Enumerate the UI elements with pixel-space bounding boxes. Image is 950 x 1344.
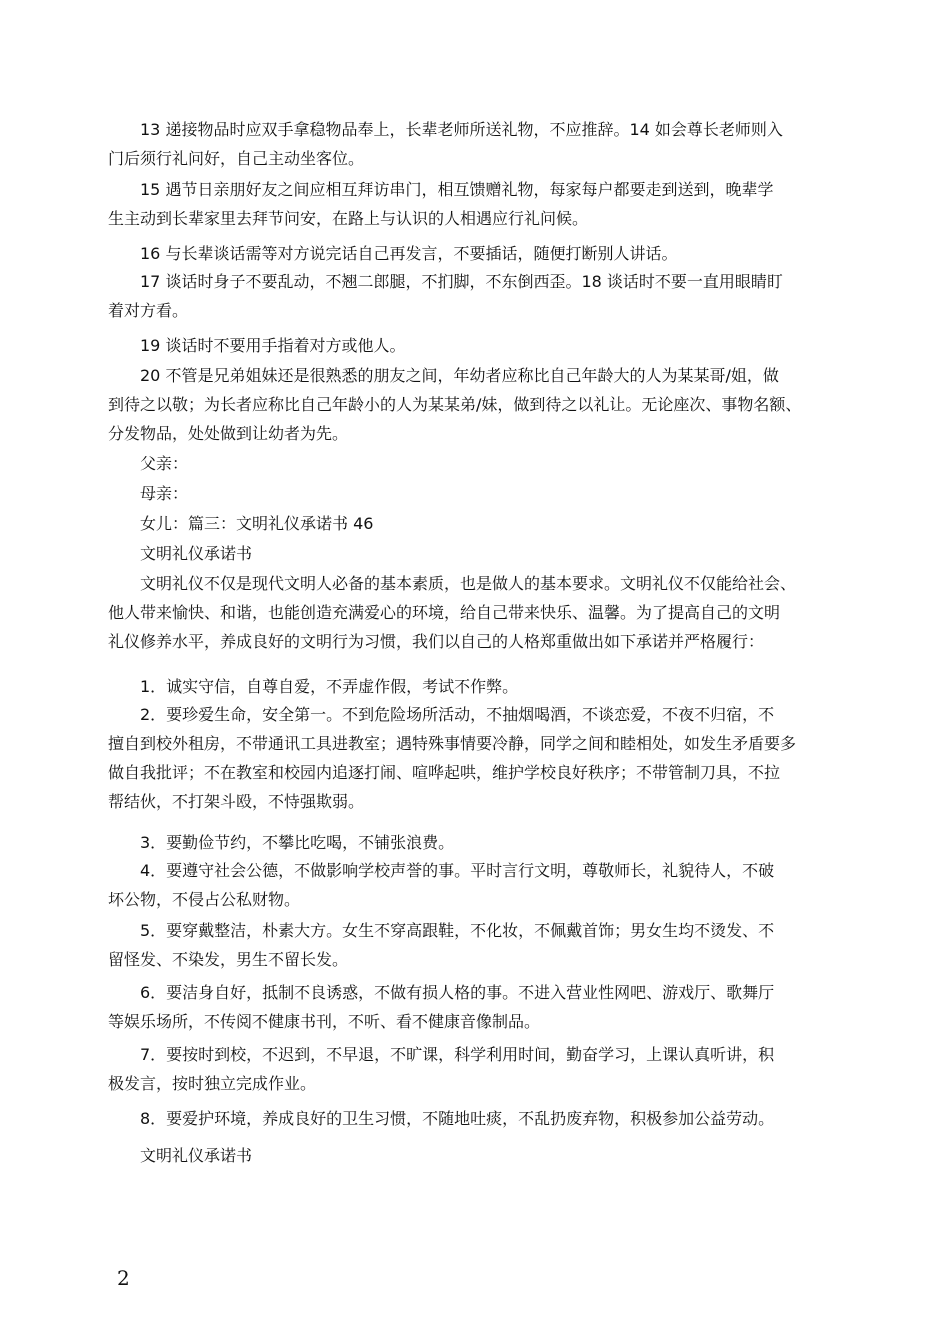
text-line: 坏公物，不侵占公私财物。 xyxy=(108,890,301,909)
page-number: 2 xyxy=(117,1266,130,1290)
paragraph xyxy=(108,539,844,568)
text-line: 5．要穿戴整洁，朴素大方。女生不穿高跟鞋，不化妆，不佩戴首饰；男女生均不烫发、不 xyxy=(108,921,775,940)
text-line: 着对方看。 xyxy=(108,301,189,320)
paragraph xyxy=(108,1040,844,1098)
paragraph xyxy=(108,267,844,325)
paragraph xyxy=(108,672,844,701)
text-line: 2．要珍爱生命，安全第一。不到危险场所活动，不抽烟喝酒，不谈恋爱，不夜不归宿，不 xyxy=(108,705,775,724)
text-line: 17 谈话时身子不要乱动，不翘二郎腿，不扪脚，不东倒西歪。18 谈话时不要一直用眼睛盯 xyxy=(108,272,783,291)
text-line: 母亲： xyxy=(108,484,189,503)
paragraph xyxy=(108,361,844,448)
paragraph xyxy=(108,449,844,478)
text-line: 极发言，按时独立完成作业。 xyxy=(108,1074,317,1093)
text-line: 等娱乐场所，不传阅不健康书刊，不听、看不健康音像制品。 xyxy=(108,1012,541,1031)
paragraph xyxy=(108,175,844,233)
text-line: 文明礼仪不仅是现代文明人必备的基本素质，也是做人的基本要求。文明礼仪不仅能给社会、 xyxy=(108,574,797,593)
text-line: 8．要爱护环境，养成良好的卫生习惯，不随地吐痰，不乱扔废弃物，积极参加公益劳动。 xyxy=(108,1109,775,1128)
text-line: 分发物品，处处做到让幼者为先。 xyxy=(108,424,349,443)
paragraph xyxy=(108,916,844,974)
text-line: 20 不管是兄弟姐妹还是很熟悉的朋友之间，年幼者应称比自己年龄大的人为某某哥/姐，做 xyxy=(108,366,779,385)
text-line: 父亲： xyxy=(108,454,189,473)
text-line: 文明礼仪承诺书 xyxy=(108,544,253,563)
text-line: 做自我批评；不在教室和校园内追逐打闹、喧哗起哄，维护学校良好秩序；不带管制刀具，不拉 xyxy=(108,763,781,782)
text-line: 1．诚实守信，自尊自爱，不弄虚作假，考试不作弊。 xyxy=(108,677,519,696)
paragraph xyxy=(108,479,844,508)
text-line: 13 递接物品时应双手拿稳物品奉上，长辈老师所送礼物，不应推辞。14 如会尊长老师则入 xyxy=(108,120,783,139)
paragraph xyxy=(108,569,844,656)
text-line: 19 谈话时不要用手指着对方或他人。 xyxy=(108,336,406,355)
text-line: 文明礼仪承诺书 xyxy=(108,1146,253,1165)
text-line: 礼仪修养水平，养成良好的文明行为习惯，我们以自己的人格郑重做出如下承诺并严格履行： xyxy=(108,632,765,651)
paragraph xyxy=(108,700,844,816)
text-line: 6．要洁身自好，抵制不良诱惑，不做有损人格的事。不进入营业性网吧、游戏厅、歌舞厅 xyxy=(108,983,775,1002)
text-line: 到待之以敬；为长者应称比自己年龄小的人为某某弟/妹，做到待之以礼让。无论座次、事物名额、 xyxy=(108,395,802,414)
text-line: 帮结伙，不打架斗殴，不恃强欺弱。 xyxy=(108,792,365,811)
text-line: 7．要按时到校，不迟到，不早退，不旷课，科学利用时间，勤奋学习，上课认真听讲，积 xyxy=(108,1045,775,1064)
paragraph xyxy=(108,115,844,173)
text-line: 擅自到校外租房，不带通讯工具进教室；遇特殊事情要冷静，同学之间和睦相处，如发生矛盾要多 xyxy=(108,734,797,753)
paragraph xyxy=(108,1141,844,1170)
paragraph xyxy=(108,1104,844,1133)
paragraph xyxy=(108,978,844,1036)
text-line: 3．要勤俭节约，不攀比吃喝，不铺张浪费。 xyxy=(108,833,455,852)
paragraph xyxy=(108,239,844,268)
paragraph xyxy=(108,828,844,857)
text-line: 留怪发、不染发，男生不留长发。 xyxy=(108,950,349,969)
text-line: 15 遇节日亲朋好友之间应相互拜访串门，相互馈赠礼物，每家每户都要走到送到，晚辈学 xyxy=(108,180,774,199)
text-line: 4．要遵守社会公德，不做影响学校声誉的事。平时言行文明，尊敬师长，礼貌待人，不破 xyxy=(108,861,775,880)
text-line: 他人带来愉快、和谐，也能创造充满爱心的环境，给自己带来快乐、温馨。为了提高自己的文明 xyxy=(108,603,781,622)
text-line: 16 与长辈谈话需等对方说完话自己再发言，不要插话，随便打断别人讲话。 xyxy=(108,244,678,263)
paragraph xyxy=(108,509,844,538)
text-line: 生主动到长辈家里去拜节问安，在路上与认识的人相遇应行礼问候。 xyxy=(108,209,589,228)
paragraph xyxy=(108,856,844,914)
text-line: 女儿：篇三：文明礼仪承诺书 46 xyxy=(108,514,374,533)
text-line: 门后须行礼问好，自己主动坐客位。 xyxy=(108,149,365,168)
paragraph xyxy=(108,331,844,360)
